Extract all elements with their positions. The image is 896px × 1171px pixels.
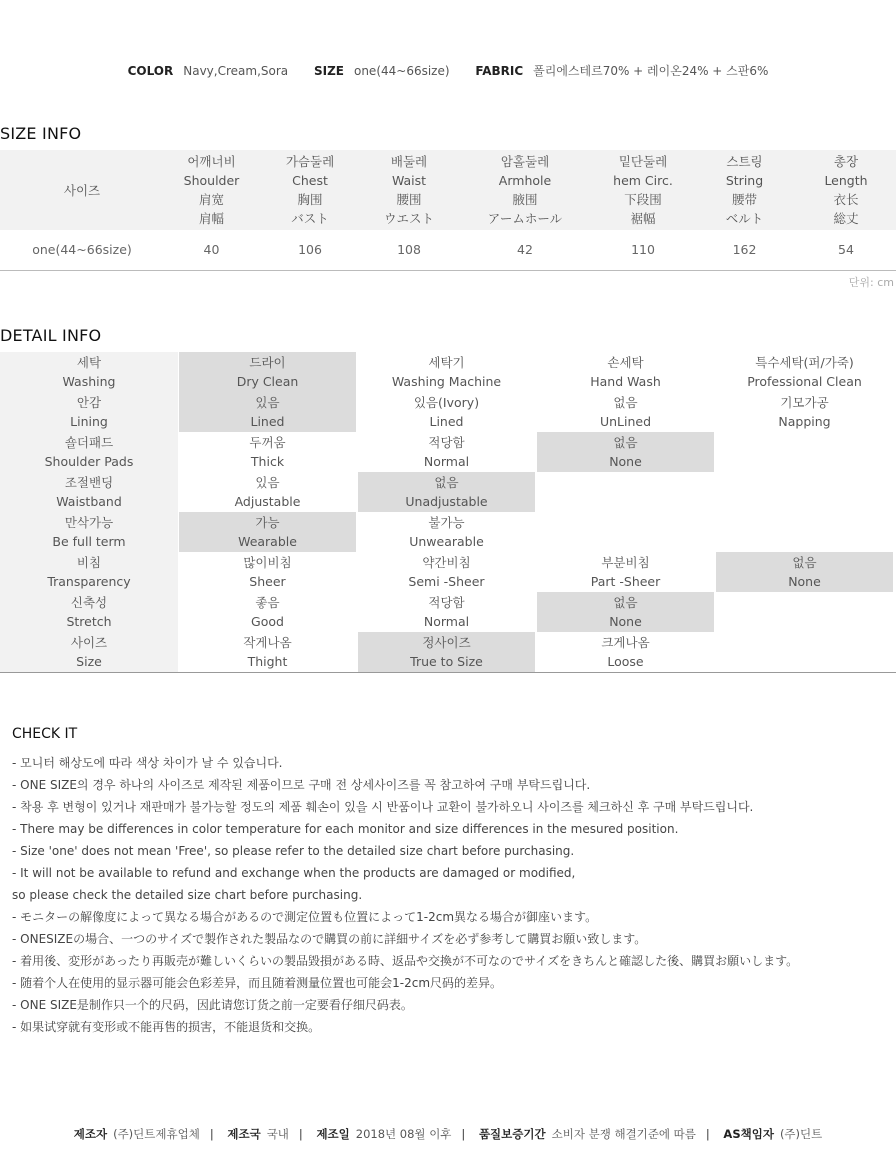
size-table — [0, 150, 896, 271]
detail-row-label: 안감 Lining — [0, 392, 178, 432]
detail-option: 약간비침 Semi -Sheer — [408, 555, 485, 589]
detail-grid — [0, 352, 896, 673]
detail-row — [0, 632, 896, 672]
detail-row-label: 비침 Transparency — [0, 552, 178, 592]
detail-row-label: 세탁 Washing — [0, 352, 178, 392]
size-col-shoulder: 어깨너비 Shoulder 肩宽 肩幅 — [164, 150, 259, 230]
check-it-line: - 모니터 해상도에 따라 색상 차이가 날 수 있습니다. — [12, 756, 283, 770]
detail-info-title: DETAIL INFO — [0, 326, 102, 345]
size-value-chest: 106 — [259, 230, 361, 270]
detail-option — [536, 472, 715, 512]
detail-row-label: 신축성 Stretch — [0, 592, 178, 632]
detail-option — [715, 592, 894, 632]
size-value-shoulder: 40 — [164, 230, 259, 270]
fabric-label: FABRIC — [475, 64, 524, 78]
detail-option: 좋음 Good — [251, 595, 284, 629]
size-col-armhole: 암홀둘레 Armhole 腋围 アームホール — [457, 150, 593, 230]
detail-option: 부분비침 Part -Sheer — [590, 555, 661, 589]
detail-row — [0, 552, 896, 592]
size-value-armhole: 42 — [457, 230, 593, 270]
detail-option: 많이비침 Sheer — [243, 555, 292, 589]
date-value: 2018년 08월 이후 — [355, 1127, 452, 1141]
as-label: AS책임자 — [723, 1127, 774, 1141]
detail-option-selected: 없음 None — [537, 432, 714, 472]
maker-label: 제조자 — [73, 1127, 108, 1141]
check-it-line: - There may be differences in color temperature for each monitor and size differences in the mesured position. — [12, 822, 679, 836]
size-col-length: 총장 Length 衣长 総丈 — [796, 150, 896, 230]
size-value: one(44~66size) — [353, 64, 450, 78]
check-it-line: - 如果试穿就有变形或不能再售的损害，不能退货和交换。 — [12, 1020, 321, 1034]
warranty-label: 품질보증기간 — [478, 1127, 546, 1141]
footer-separator: | — [705, 1127, 710, 1141]
size-value-length: 54 — [796, 230, 896, 270]
detail-option-selected: 없음 None — [537, 592, 714, 632]
detail-option: 적당함 Normal — [423, 595, 470, 629]
size-row-header: 사이즈 — [0, 150, 164, 230]
size-col-string: 스트링 String 腰带 ベルト — [693, 150, 796, 230]
product-footer — [0, 1126, 896, 1142]
detail-option: 있음(Ivory) Lined — [413, 395, 480, 429]
detail-option: 불가능 Unwearable — [409, 515, 484, 549]
detail-option-selected: 정사이즈 True to Size — [358, 632, 535, 672]
check-it-line: - Size 'one' does not mean 'Free', so please refer to the detailed size chart before purchasing. — [12, 844, 575, 858]
detail-option: 적당함 Normal — [423, 435, 470, 469]
detail-row — [0, 512, 896, 552]
detail-option — [715, 632, 894, 672]
size-unit-note: 단위: cm — [848, 276, 894, 289]
footer-separator: | — [298, 1127, 303, 1141]
detail-option — [536, 512, 715, 552]
maker-value: (주)딘트제휴업체 — [113, 1127, 200, 1141]
detail-option: 특수세탁(퍼/가죽) Professional Clean — [747, 355, 862, 389]
detail-row — [0, 392, 896, 432]
date-label: 제조일 — [316, 1127, 350, 1141]
detail-row-label: 숄더패드 Shoulder Pads — [0, 432, 178, 472]
detail-option-selected: 없음 Unadjustable — [358, 472, 535, 512]
size-value-waist: 108 — [361, 230, 457, 270]
size-value-string: 162 — [693, 230, 796, 270]
check-it-title: CHECK IT — [12, 726, 78, 742]
color-value: Navy,Cream,Sora — [183, 64, 289, 78]
detail-row — [0, 352, 896, 392]
detail-row — [0, 432, 896, 472]
fabric-value: 폴리에스테르70% + 레이온24% + 스판6% — [533, 64, 769, 78]
size-col-chest: 가슴둘레 Chest 胸围 バスト — [259, 150, 361, 230]
warranty-value: 소비자 분쟁 해결기준에 따름 — [551, 1127, 696, 1141]
detail-row-label: 조절밴딩 Waistband — [0, 472, 178, 512]
detail-option-selected: 가능 Wearable — [179, 512, 356, 552]
detail-option: 있음 Adjustable — [234, 475, 301, 509]
detail-row — [0, 592, 896, 632]
country-value: 국내 — [266, 1127, 289, 1141]
check-it-line: so please check the detailed size chart before purchasing. — [12, 888, 363, 902]
size-col-waist: 배둘레 Waist 腰围 ウエスト — [361, 150, 457, 230]
check-it-line: - ONE SIZE의 경우 하나의 사이즈로 제작된 제품이므로 구매 전 상세사이즈를 꼭 참고하여 구매 부탁드립니다. — [12, 778, 591, 792]
detail-option — [715, 472, 894, 512]
check-it-line: - ONESIZEの場合、一つのサイズで製作された製品なので購買の前に詳細サイズを必ず参考して購買お願い致します。 — [12, 932, 647, 946]
detail-row-label: 만삭가능 Be full term — [0, 512, 178, 552]
check-it-line: - 착용 후 변형이 있거나 재판매가 불가능할 정도의 제품 훼손이 있을 시 반품이나 교환이 불가하오니 사이즈를 체크하신 후 구매 부탁드립니다. — [12, 800, 754, 814]
footer-separator: | — [209, 1127, 214, 1141]
size-col-hem: 밑단둘레 hem Circ. 下段围 裾幅 — [593, 150, 693, 230]
detail-option: 없음 UnLined — [599, 395, 652, 429]
detail-row — [0, 472, 896, 512]
size-value-hem: 110 — [593, 230, 693, 270]
product-spec-line — [0, 62, 896, 79]
check-it-line: - 着用後、変形があったり再販売が難しいくらいの製品毀損がある時、返品や交換が不可なのでサイズをきちんと確認した後、購買お願いします。 — [12, 954, 799, 968]
as-value: (주)딘트 — [779, 1127, 823, 1141]
detail-option-selected: 있음 Lined — [179, 392, 356, 432]
size-info-title: SIZE INFO — [0, 124, 82, 143]
detail-option: 작게나옴 Thight — [243, 635, 292, 669]
detail-row-label: 사이즈 Size — [0, 632, 178, 672]
country-label: 제조국 — [227, 1127, 261, 1141]
footer-separator: | — [461, 1127, 466, 1141]
detail-option — [715, 512, 894, 552]
color-label: COLOR — [127, 64, 174, 78]
size-table-header-row — [0, 150, 896, 230]
check-it-line: - It will not be available to refund and exchange when the products are damaged or modified, — [12, 866, 576, 880]
detail-option: 세탁기 Washing Machine — [391, 355, 502, 389]
detail-option: 두꺼움 Thick — [249, 435, 286, 469]
check-it-line: - ONE SIZE是制作只一个的尺码，因此请您订货之前一定要看仔细尺码表。 — [12, 998, 413, 1012]
check-it-line: - 随着个人在使用的显示器可能会色彩差异，而且随着测量位置也可能会1-2cm尺码的差异。 — [12, 976, 503, 990]
detail-option — [715, 432, 894, 472]
size-label: SIZE — [313, 64, 344, 78]
detail-option-selected: 없음 None — [716, 552, 893, 592]
check-it-line: - モニターの解像度によって異なる場合があるので測定位置も位置によって1-2cm異なる場合が御座います。 — [12, 910, 598, 924]
size-table-value-row — [0, 230, 896, 270]
detail-option: 손세탁 Hand Wash — [590, 355, 661, 389]
detail-option-selected: 드라이 Dry Clean — [179, 352, 356, 392]
size-row-label: one(44~66size) — [0, 230, 164, 270]
detail-option: 기모가공 Napping — [778, 395, 831, 429]
check-it-list — [12, 752, 892, 1038]
detail-option: 크게나옴 Loose — [601, 635, 650, 669]
